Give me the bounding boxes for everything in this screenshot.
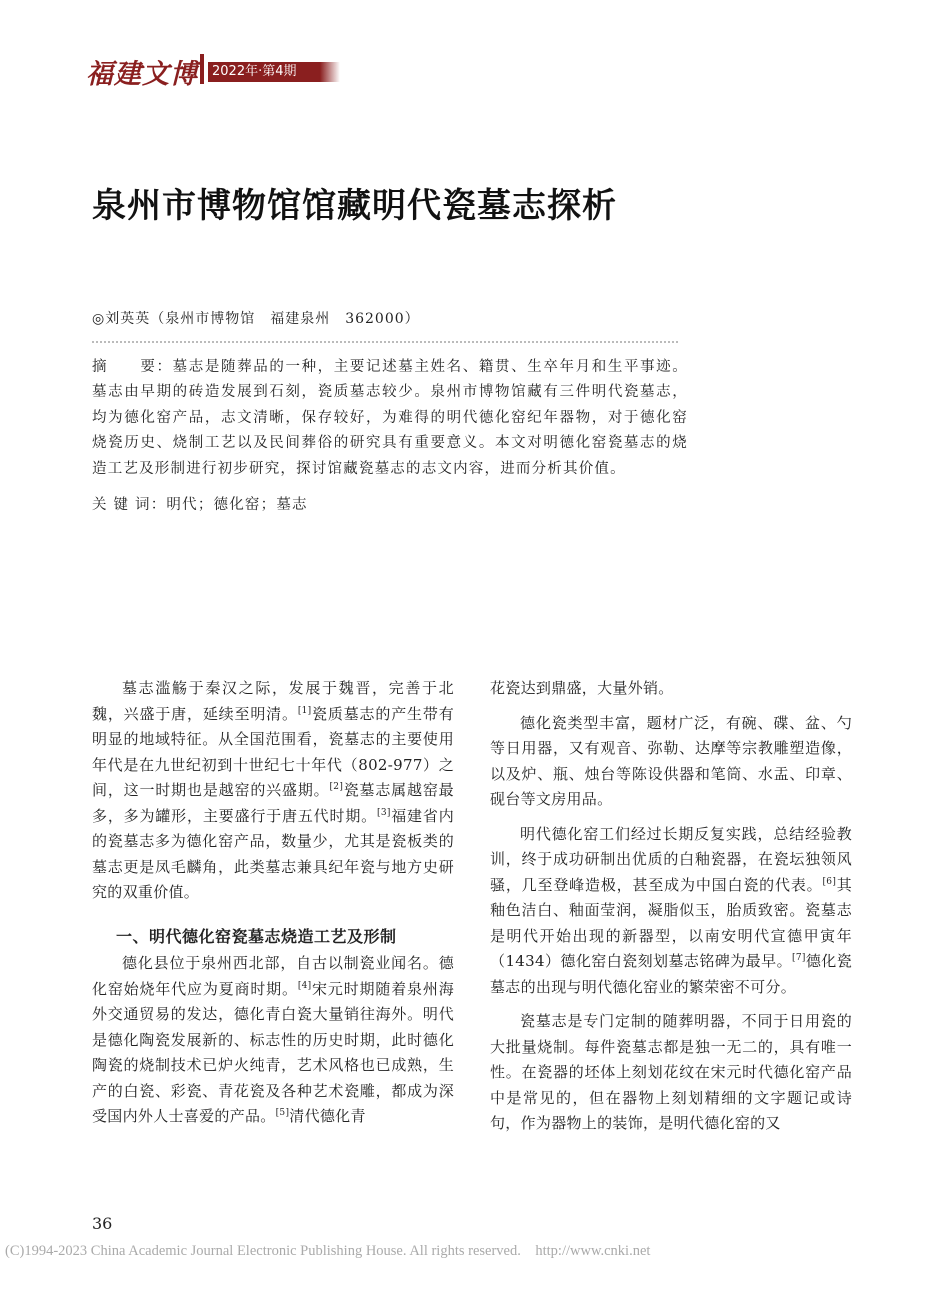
body-column-left — [92, 676, 454, 1130]
article-title: 泉州市博物馆馆藏明代瓷墓志探析 — [92, 186, 617, 226]
paragraph: 瓷墓志是专门定制的随葬明器，不同于日用瓷的大批量烧制。每件瓷墓志都是独一无二的，具有唯一性。在瓷器的坯体上刻划花纹在宋元时代德化窑产品中是常见的，但在器物上刻划精细的文字题记或诗句，作为器物上的装饰，是明代德化窑的又 — [490, 1012, 852, 1132]
citation[interactable]: [6] — [822, 876, 837, 887]
citation[interactable]: [1] — [297, 705, 312, 716]
citation[interactable]: [2] — [329, 782, 344, 792]
citation[interactable]: [4] — [297, 980, 312, 991]
logo-divider — [200, 54, 204, 84]
paragraph: 墓志滥觞于秦汉之际，发展于魏晋，完善于北魏，兴盛于唐，延续至明清。[1]瓷质墓志的产生带有明显的地域特征。从全国范围看，瓷墓志的主要使用年代是在九世纪初到十世纪七十年代（802-977）之间，这一时期也是越窑的兴盛期。[2]瓷墓志属越窑最多，多为罐形，主要盛行于唐五代时期。[3]福建省内的瓷墓志多为德化窑产品，数量少，尤其是瓷板类的墓志更是凤毛麟角，此类墓志兼具纪年瓷与地方史研究的双重价值。 — [92, 679, 455, 901]
abstract — [92, 355, 688, 482]
author-line: ◎刘英英（泉州市博物馆 福建泉州 362000） — [92, 311, 420, 327]
dotted-divider — [92, 341, 678, 343]
citation[interactable]: [7] — [792, 953, 806, 963]
citation[interactable]: [5] — [275, 1108, 290, 1118]
body-column-right — [490, 676, 852, 1137]
section-heading: 一、明代德化窑瓷墓志烧造工艺及形制 — [116, 926, 397, 946]
paragraph: 德化县位于泉州西北部，自古以制瓷业闻名。德化窑始烧年代应为夏商时期。[4]宋元时期随着泉州海外交通贸易的发达，德化青白瓷大量销往海外。明代是德化陶瓷发展新的、标志性的历史时期，此时德化陶瓷的烧制技术已炉火纯青，艺术风格也已成熟，生产的白瓷、彩瓷、青花瓷及各种艺术瓷雕，都成为深受国内外人士喜爱的产品。[5]清代德化青 — [92, 954, 455, 1125]
abstract-text: 墓志是随葬品的一种，主要记述墓主姓名、籍贯、生卒年月和生平事迹。墓志由早期的砖造发展到石刻，瓷质墓志较少。泉州市博物馆藏有三件明代瓷墓志，均为德化窑产品，志文清晰，保存较好，为难得的明代德化窑纪年器物，对于德化窑烧瓷历史、烧制工艺以及民间葬俗的研究具有重要意义。本文对明德化窑瓷墓志的烧造工艺及形制进行初步研究，探讨馆藏瓷墓志的志文内容，进而分析其价值。 — [92, 359, 689, 477]
page-number: 36 — [92, 1214, 113, 1233]
keywords: 关 键 词：明代；德化窑；墓志 — [92, 497, 308, 513]
paragraph: 明代德化窑工们经过长期反复实践，总结经验教训，终于成功研制出优质的白釉瓷器，在瓷坛独领风骚，几至登峰造极，甚至成为中国白瓷的代表。[6]其釉色洁白、釉面莹润，凝脂似玉，胎质致密。瓷墓志是明代开始出现的新器型，以南安明代宣德甲寅年（1434）德化窑白瓷刻划墓志铭碑为最早。[7]德化瓷墓志的出现与明代德化窑业的繁荣密不可分。 — [490, 824, 852, 996]
citation[interactable]: [3] — [377, 807, 391, 818]
issue-badge: 2022年·第4期 — [208, 62, 320, 82]
issue-badge-fade — [320, 62, 340, 82]
copyright-notice: (C)1994-2023 China Academic Journal Electronic Publishing House. All rights reserved. http://www.cnki.net — [5, 1243, 651, 1259]
paragraph-continued: 花瓷达到鼎盛，大量外销。 — [490, 679, 674, 697]
paragraph: 德化瓷类型丰富，题材广泛，有碗、碟、盆、勺等日用器，又有观音、弥勒、达摩等宗教雕塑造像，以及炉、瓶、烛台等陈设供器和笔筒、水盂、印章、砚台等文房用品。 — [490, 713, 852, 808]
abstract-label: 摘 要： — [92, 359, 173, 375]
journal-logo: 福建文博 — [86, 59, 198, 90]
